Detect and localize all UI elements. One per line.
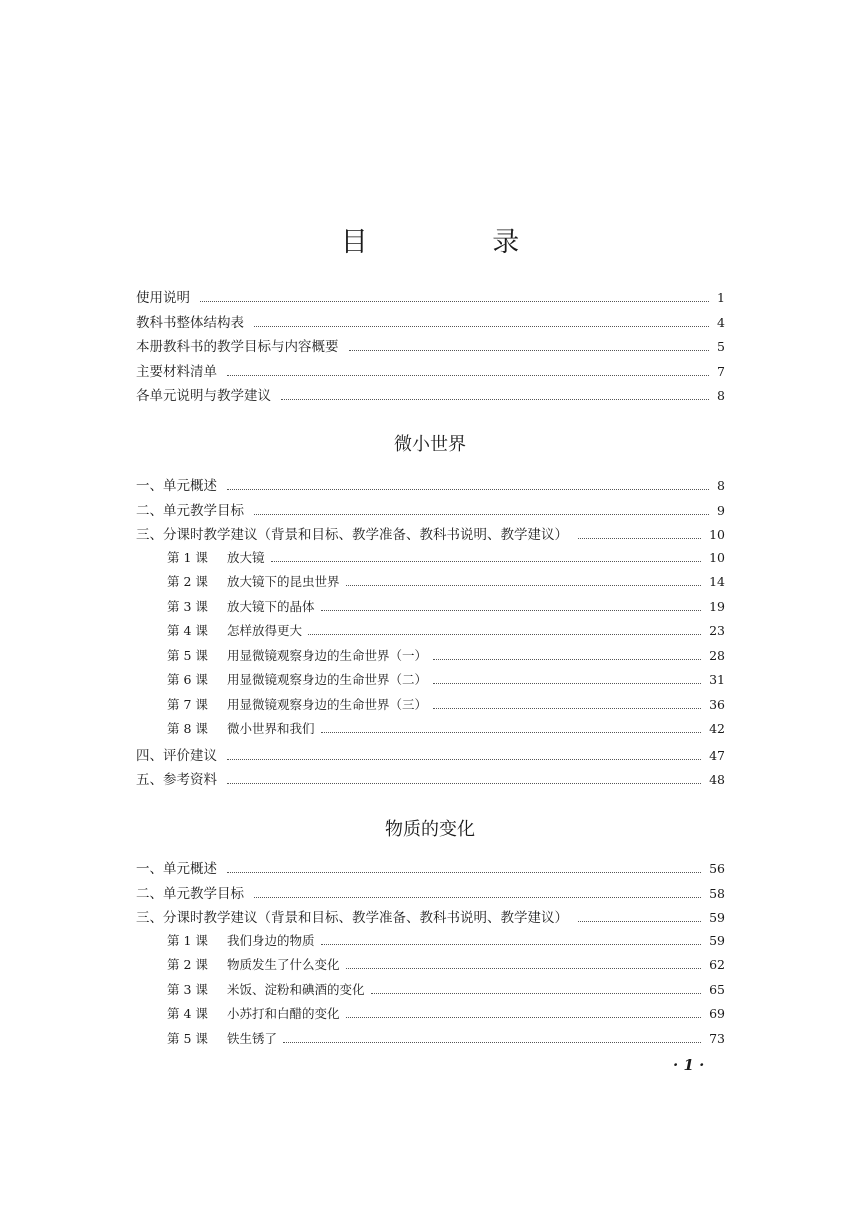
toc-entry[interactable] [136,768,725,793]
toc-entry-label [167,955,346,973]
dot-leader [227,759,701,760]
lesson-number: 第 3 课 [167,981,208,997]
toc-lesson-entry[interactable] [136,670,725,695]
toc-entry-label [167,695,433,713]
toc-lesson-entry[interactable] [136,572,725,597]
toc-page-number: 36 [709,696,725,712]
unit-heading-2: 物质的变化 [385,819,475,840]
dot-leader [346,968,702,969]
dot-leader [321,610,702,611]
lesson-title: 我们身边的物质 [227,932,315,948]
dot-leader [283,1042,701,1043]
toc-page-number: 69 [709,1006,725,1021]
dot-leader [433,683,701,684]
toc-page-number: 65 [709,981,725,997]
dot-leader [271,561,702,562]
dot-leader [227,783,701,784]
toc-entry[interactable] [136,523,725,548]
toc-entry-label: 二、单元教学目标 [136,885,244,902]
toc-entry[interactable] [136,744,725,769]
toc-page-number: 56 [709,861,725,876]
page-title: 目 录 [340,227,578,258]
toc-page-number: 47 [709,747,725,763]
toc-page-number: 1 [717,290,725,305]
toc-entry-label: 本册教科书的教学目标与内容概要 [136,339,339,355]
toc-entry-label [167,1004,346,1022]
lesson-title: 物质发生了什么变化 [227,957,340,972]
toc-entry-label: 主要材料清单 [136,363,217,380]
toc-entry[interactable] [136,384,725,409]
lesson-title: 铁生锈了 [227,1030,278,1046]
toc-page-number: 9 [717,502,725,518]
toc-lesson-entry[interactable] [136,980,725,1005]
toc-entry[interactable] [136,474,725,499]
dot-leader [227,872,701,873]
lesson-number: 第 6 课 [167,672,208,687]
toc-entry-label: 教科书整体结构表 [136,314,244,331]
toc-lesson-entry[interactable] [136,646,725,671]
lesson-title: 用显微镜观察身边的生命世界（二） [227,672,428,687]
toc-entry-label [167,572,346,590]
toc-entry-label [167,980,371,998]
toc-lesson-entry[interactable] [136,719,725,744]
lesson-number: 第 2 课 [167,957,208,972]
toc-entry-label: 使用说明 [136,290,190,306]
toc-entry-label: 二、单元教学目标 [136,502,244,519]
toc-entry[interactable] [136,906,725,931]
dot-leader [578,538,701,539]
page-number: · 1 · [673,1056,705,1074]
dot-leader [321,944,702,945]
toc-page-number: 7 [717,363,725,379]
toc-entry-label: 五、参考资料 [136,772,217,788]
toc-entry-label [167,670,433,688]
toc-page-number: 5 [717,339,725,354]
dot-leader [254,514,709,515]
toc-entry[interactable] [136,857,725,882]
lesson-title: 米饭、淀粉和碘酒的变化 [227,981,365,997]
lesson-title: 微小世界和我们 [227,721,315,736]
dot-leader [254,897,701,898]
toc-entry[interactable] [136,882,725,907]
toc-page-number: 59 [709,932,725,948]
toc-entry-label [167,548,271,566]
lesson-number: 第 1 课 [167,932,208,948]
toc-entry-label [167,597,321,615]
lesson-number: 第 8 课 [167,721,208,736]
toc-page-number: 73 [709,1030,725,1046]
dot-leader [433,659,701,660]
toc-page-number: 8 [717,388,725,403]
toc-lesson-entry[interactable] [136,931,725,956]
toc-page-number: 42 [709,721,725,736]
dot-leader [346,1017,702,1018]
lesson-number: 第 4 课 [167,1006,208,1021]
toc-entry[interactable] [136,311,725,336]
toc-page-number: 4 [717,314,725,330]
lesson-title: 用显微镜观察身边的生命世界（三） [227,696,428,712]
lesson-title: 放大镜下的晶体 [227,598,315,614]
dot-leader [346,585,702,586]
lesson-number: 第 3 课 [167,598,208,614]
toc-lesson-entry[interactable] [136,695,725,720]
lesson-number: 第 5 课 [167,647,208,663]
toc-page-number: 10 [709,527,725,542]
toc-lesson-entry[interactable] [136,1004,725,1029]
toc-page-number: 23 [709,623,725,638]
toc-entry[interactable] [136,335,725,360]
lesson-title: 小苏打和白醋的变化 [227,1006,340,1021]
toc-page-number: 8 [717,478,725,493]
toc-entry-label [167,719,321,737]
toc-page-number: 10 [709,549,725,565]
dot-leader [200,301,709,302]
toc-page-number: 58 [709,885,725,901]
dot-leader [321,732,702,733]
toc-lesson-entry[interactable] [136,621,725,646]
toc-entry[interactable] [136,499,725,524]
toc-lesson-entry[interactable] [136,597,725,622]
toc-page-number: 31 [709,672,725,687]
toc-page-number: 48 [709,772,725,787]
lesson-title: 放大镜下的昆虫世界 [227,574,340,589]
toc-entry-label: 三、分课时教学建议（背景和目标、教学准备、教科书说明、教学建议） [136,910,568,926]
lesson-title: 用显微镜观察身边的生命世界（一） [227,647,428,663]
unit-heading-1: 微小世界 [394,434,466,455]
toc-entry-label: 一、单元概述 [136,478,217,494]
toc-entry-label: 一、单元概述 [136,861,217,877]
toc-entry-label [167,1029,283,1047]
toc-page-number: 62 [709,957,725,972]
lesson-number: 第 7 课 [167,696,208,712]
lesson-title: 放大镜 [227,549,265,565]
toc-unit-1 [136,474,725,793]
toc-front-matter [136,286,725,409]
lesson-number: 第 2 课 [167,574,208,589]
dot-leader [349,350,710,351]
dot-leader [578,921,701,922]
lesson-title: 怎样放得更大 [227,623,303,638]
toc-entry[interactable] [136,360,725,385]
toc-entry-label [167,931,321,949]
toc-lesson-entry[interactable] [136,548,725,573]
toc-entry-label: 三、分课时教学建议（背景和目标、教学准备、教科书说明、教学建议） [136,527,568,543]
lesson-number: 第 1 课 [167,549,208,565]
toc-entry[interactable] [136,286,725,311]
toc-lesson-entry[interactable] [136,1029,725,1054]
dot-leader [281,399,709,400]
dot-leader [227,375,709,376]
lesson-number: 第 5 课 [167,1030,208,1046]
toc-page-number: 59 [709,910,725,925]
toc-entry-label [167,646,433,664]
dot-leader [433,708,701,709]
toc-page-number: 28 [709,647,725,663]
dot-leader [254,326,709,327]
toc-lesson-entry[interactable] [136,955,725,980]
toc-unit-2 [136,857,725,1053]
toc-entry-label [167,621,308,639]
toc-entry-label: 各单元说明与教学建议 [136,388,271,404]
toc-page-number: 14 [709,574,725,589]
dot-leader [227,489,709,490]
lesson-number: 第 4 课 [167,623,208,638]
dot-leader [308,634,701,635]
toc-page-number: 19 [709,598,725,614]
dot-leader [371,993,702,994]
toc-entry-label: 四、评价建议 [136,747,217,764]
